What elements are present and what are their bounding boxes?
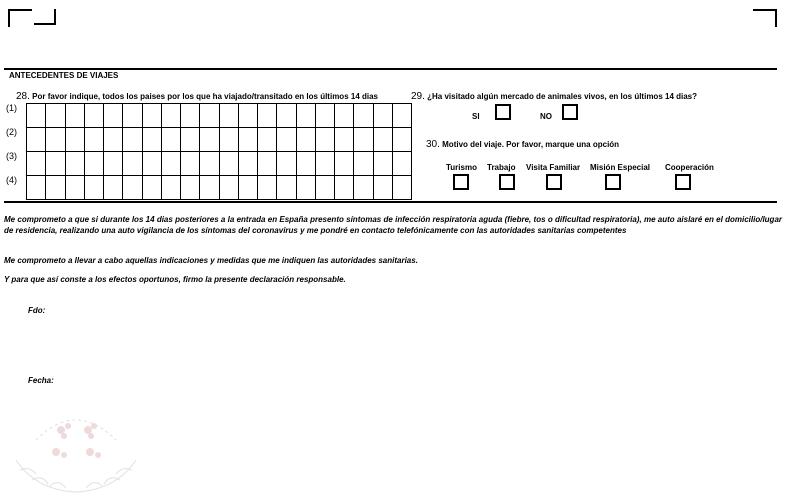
country-cell[interactable] [142,128,161,152]
country-cell[interactable] [46,176,65,200]
country-cell[interactable] [181,128,200,152]
q30-option-label-cooperacion: Cooperación [665,163,714,172]
country-cell[interactable] [315,176,334,200]
row-label-4: (4) [6,175,17,185]
country-cell[interactable] [354,176,373,200]
country-cell[interactable] [392,176,411,200]
q30-label [426,139,619,150]
country-cell[interactable] [373,176,392,200]
signature-label: Fdo: [28,306,46,315]
country-cell[interactable] [219,128,238,152]
country-cell[interactable] [161,104,180,128]
country-cell[interactable] [123,152,142,176]
country-cell[interactable] [296,176,315,200]
section-bottom-rule [4,201,777,203]
country-cell[interactable] [315,152,334,176]
country-cell[interactable] [104,128,123,152]
country-cell[interactable] [354,104,373,128]
country-cell[interactable] [123,104,142,128]
country-cell[interactable] [161,128,180,152]
crop-mark-top-left [8,9,32,27]
country-cell[interactable] [200,104,219,128]
country-cell[interactable] [84,176,103,200]
row-label-2: (2) [6,127,17,137]
country-cell[interactable] [277,104,296,128]
q30-checkbox-turismo[interactable] [453,174,469,190]
country-cell[interactable] [315,104,334,128]
crop-mark-top-right [753,9,777,27]
date-label: Fecha: [28,376,54,385]
country-cell[interactable] [84,104,103,128]
country-cell[interactable] [181,104,200,128]
country-cell[interactable] [277,128,296,152]
q30-checkbox-visita-familiar[interactable] [546,174,562,190]
q30-option-label-turismo: Turismo [446,163,477,172]
country-cell[interactable] [373,128,392,152]
country-cell[interactable] [65,152,84,176]
country-cell[interactable] [200,128,219,152]
country-row [27,104,412,128]
country-cell[interactable] [238,152,257,176]
q30-checkbox-trabajo[interactable] [499,174,515,190]
declaration-paragraph-1: Me comprometo a que si durante los 14 dias posteriores a la entrada en España presento síntomas de infección respiratoria aguda (fiebre, tos o dificultad respiratoria), me auto aislaré en el domicilio/lugar de residencia, realizando una auto vigilancia de los síntomas del coronavirus y me pondré en contacto telefónicamente con las autoridades sanitarias competentes [4,215,782,235]
country-cell[interactable] [142,152,161,176]
country-cell[interactable] [335,104,354,128]
country-cell[interactable] [373,152,392,176]
country-cell[interactable] [65,176,84,200]
row-label-3: (3) [6,151,17,161]
country-cell[interactable] [142,176,161,200]
declaration-paragraph-3: Y para que así conste a los efectos oportunos, firmo la presente declaración responsable. [4,275,346,284]
country-cell[interactable] [219,176,238,200]
country-cell[interactable] [142,104,161,128]
country-cell[interactable] [354,152,373,176]
section-title: ANTECEDENTES DE VIAJES [9,71,119,80]
country-cell[interactable] [238,128,257,152]
country-cell[interactable] [181,176,200,200]
q28-label [16,91,378,102]
country-cell[interactable] [258,128,277,152]
country-cell[interactable] [277,176,296,200]
country-cell[interactable] [161,152,180,176]
country-cell[interactable] [296,128,315,152]
country-cell[interactable] [373,104,392,128]
q30-option-label-visita-familiar: Visita Familiar [526,163,581,172]
country-cell[interactable] [219,152,238,176]
country-cell[interactable] [27,176,46,200]
country-cell[interactable] [46,152,65,176]
country-cell[interactable] [161,176,180,200]
q29-yes-checkbox[interactable] [495,104,511,120]
country-cell[interactable] [65,104,84,128]
country-cell[interactable] [258,176,277,200]
q29-number: 29. [411,91,425,102]
countries-grid [26,103,412,200]
country-cell[interactable] [84,152,103,176]
country-row [27,128,412,152]
q29-no-checkbox[interactable] [562,104,578,120]
q30-option-label-trabajo: Trabajo [487,163,516,172]
q30-option-label-mision-especial: Misión Especial [590,163,651,172]
country-cell[interactable] [104,176,123,200]
country-cell[interactable] [104,152,123,176]
country-cell[interactable] [392,152,411,176]
country-row [27,176,412,200]
country-cell[interactable] [335,152,354,176]
q29-label [411,91,697,102]
q30-checkbox-cooperacion[interactable] [675,174,691,190]
country-cell[interactable] [27,152,46,176]
country-cell[interactable] [123,176,142,200]
country-cell[interactable] [200,176,219,200]
country-cell[interactable] [123,128,142,152]
row-label-1: (1) [6,103,17,113]
country-cell[interactable] [238,176,257,200]
country-cell[interactable] [46,128,65,152]
q29-text: ¿Ha visitado algún mercado de animales vivos, en los últimos 14 dias? [427,92,698,101]
q28-text: Por favor indique, todos los paises por los que ha viajado/transitado en los últimos 14 dias [32,92,378,101]
stamp-seal-image [6,400,146,500]
country-cell[interactable] [296,104,315,128]
q29-yes-label: SI [472,112,480,121]
country-cell[interactable] [219,104,238,128]
country-cell[interactable] [335,176,354,200]
country-cell[interactable] [46,104,65,128]
q28-number: 28. [16,91,30,102]
country-cell[interactable] [296,152,315,176]
crop-mark-top-left-inner [34,9,56,25]
country-cell[interactable] [258,152,277,176]
declaration-paragraph-2: Me comprometo a llevar a cabo aquellas indicaciones y medidas que me indiquen las autoridades sanitarias. [4,256,418,265]
country-cell[interactable] [392,104,411,128]
country-cell[interactable] [104,104,123,128]
q30-number: 30. [426,139,440,150]
country-cell[interactable] [181,152,200,176]
country-cell[interactable] [392,128,411,152]
q29-no-label: NO [540,112,552,121]
country-cell[interactable] [277,152,296,176]
country-cell[interactable] [27,128,46,152]
q30-text: Motivo del viaje. Por favor, marque una opción [442,140,620,149]
section-top-rule [4,68,777,70]
country-cell[interactable] [200,152,219,176]
country-cell[interactable] [238,104,257,128]
q30-checkbox-mision-especial[interactable] [605,174,621,190]
country-cell[interactable] [65,128,84,152]
country-cell[interactable] [84,128,103,152]
country-cell[interactable] [335,128,354,152]
country-row [27,152,412,176]
country-cell[interactable] [27,104,46,128]
country-cell[interactable] [354,128,373,152]
country-cell[interactable] [258,104,277,128]
country-cell[interactable] [315,128,334,152]
